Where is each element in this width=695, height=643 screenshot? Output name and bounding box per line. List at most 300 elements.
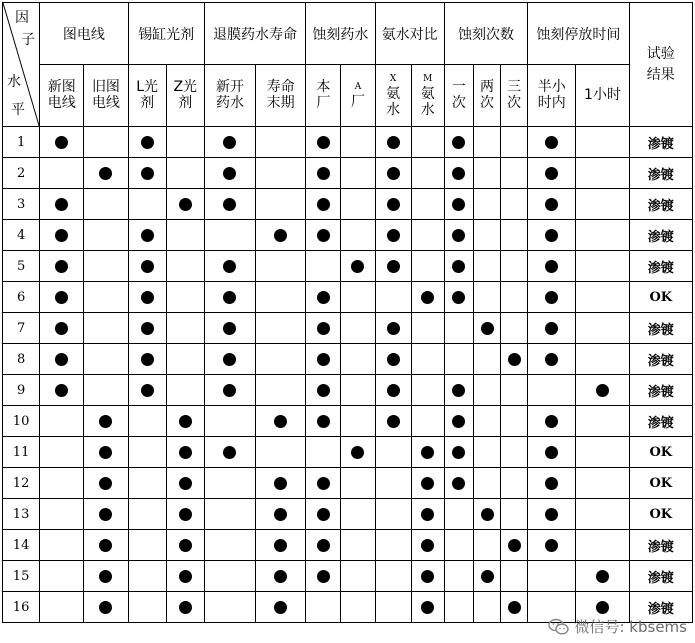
selected-dot-icon [99,415,112,428]
selected-dot-icon [421,446,434,459]
selected-dot-icon [545,508,558,521]
level-cell [128,251,166,282]
subheader-line: 剂 [140,94,155,111]
level-cell [40,344,84,375]
level-cell [204,251,255,282]
selected-dot-icon [317,136,330,149]
level-cell [84,561,128,592]
level-cell [166,468,204,499]
level-cell [528,499,576,530]
level-cell [306,375,341,406]
level-cell [375,220,411,251]
subheader-line: 寿命 [266,78,295,95]
level-cell [166,561,204,592]
result-cell: 渗镀 [629,561,692,592]
selected-dot-icon [545,353,558,366]
selected-dot-icon [452,291,465,304]
selected-dot-icon [387,260,400,273]
selected-dot-icon [55,353,68,366]
level-cell [128,406,166,437]
table-row [3,437,693,468]
level-cell [341,344,375,375]
selected-dot-icon [179,477,192,490]
selected-dot-icon [317,198,330,211]
level-cell [411,437,444,468]
level-cell [473,375,500,406]
subheader-line: 半小 [537,78,566,95]
level-cell [306,592,341,623]
level-cell [204,499,255,530]
selected-dot-icon [545,167,558,180]
subheader-line: 一 [451,78,466,95]
level-cell [256,375,306,406]
selected-dot-icon [141,260,154,273]
level-cell [84,158,128,189]
selected-dot-icon [387,322,400,335]
level-cell [528,313,576,344]
selected-dot-icon [223,446,236,459]
table-row [3,282,693,313]
level-cell [444,127,473,158]
level-cell [375,561,411,592]
selected-dot-icon [481,508,494,521]
level-cell [528,158,576,189]
level-cell [128,530,166,561]
level-cell [411,313,444,344]
level-cell [256,158,306,189]
level-cell [40,282,84,313]
subheader-7 [306,65,341,127]
level-cell [40,406,84,437]
level-cell [444,561,473,592]
group-header-5: 氨水对比 [375,3,444,65]
result-cell: 渗镀 [629,344,692,375]
selected-dot-icon [179,539,192,552]
subheader-line: 次 [480,94,495,111]
level-cell [444,251,473,282]
result-cell: 渗镀 [629,375,692,406]
selected-dot-icon [223,291,236,304]
level-cell [473,437,500,468]
subheader-11 [444,65,473,127]
level-cell [411,127,444,158]
level-cell [411,406,444,437]
level-cell [166,313,204,344]
level-cell [576,127,629,158]
selected-dot-icon [596,384,609,397]
level-cell [204,282,255,313]
result-cell: 渗镀 [629,313,692,344]
level-cell [256,530,306,561]
selected-dot-icon [223,353,236,366]
selected-dot-icon [545,291,558,304]
level-cell [576,437,629,468]
result-cell: 渗镀 [629,530,692,561]
level-cell [473,189,500,220]
level-cell [40,468,84,499]
result-cell: OK [629,499,692,530]
selected-dot-icon [99,539,112,552]
wechat-icon [548,618,570,636]
level-cell [576,406,629,437]
level-cell [128,158,166,189]
selected-dot-icon [274,508,287,521]
selected-dot-icon [545,539,558,552]
level-cell [576,468,629,499]
level-cell [411,344,444,375]
table-row [3,127,693,158]
level-cell [256,127,306,158]
subheader-line: 新图 [47,78,76,95]
level-cell [306,189,341,220]
row-number: 3 [3,189,40,220]
result-cell: 渗镀 [629,189,692,220]
level-cell [40,127,84,158]
selected-dot-icon [55,136,68,149]
selected-dot-icon [55,198,68,211]
level-cell [528,406,576,437]
level-cell [84,468,128,499]
selected-dot-icon [141,136,154,149]
selected-dot-icon [508,601,521,614]
level-cell [411,158,444,189]
level-cell [40,437,84,468]
selected-dot-icon [141,167,154,180]
level-cell [473,468,500,499]
level-cell [473,530,500,561]
selected-dot-icon [141,291,154,304]
level-cell [341,127,375,158]
selected-dot-icon [179,508,192,521]
result-cell: OK [629,282,692,313]
selected-dot-icon [317,353,330,366]
selected-dot-icon [274,601,287,614]
selected-dot-icon [223,260,236,273]
level-cell [501,251,528,282]
level-cell [84,437,128,468]
level-cell [306,499,341,530]
level-cell [501,561,528,592]
level-cell [501,437,528,468]
level-cell [576,220,629,251]
subheader-3 [128,65,166,127]
table-row [3,158,693,189]
subheader-line: Z光 [173,78,198,95]
selected-dot-icon [99,167,112,180]
row-number: 2 [3,158,40,189]
level-cell [444,189,473,220]
level-cell [166,375,204,406]
subheader-line: 水 [420,101,435,118]
selected-dot-icon [317,415,330,428]
level-cell [256,561,306,592]
level-cell [204,158,255,189]
selected-dot-icon [99,446,112,459]
level-cell [341,592,375,623]
level-cell [473,313,500,344]
level-cell [256,344,306,375]
group-header-6: 蚀刻次数 [444,3,527,65]
corner-cell [3,3,40,127]
level-cell [256,313,306,344]
row-number: 16 [3,592,40,623]
level-cell [84,220,128,251]
level-cell [375,158,411,189]
subheader-line: 时内 [537,94,566,111]
selected-dot-icon [452,167,465,180]
selected-dot-icon [596,601,609,614]
row-number: 5 [3,251,40,282]
level-cell [341,437,375,468]
subheader-line: X [389,73,397,84]
subheader-line: 药水 [215,94,244,111]
level-cell [84,282,128,313]
level-cell [128,189,166,220]
selected-dot-icon [99,508,112,521]
level-cell [166,220,204,251]
result-cell: 渗镀 [629,158,692,189]
row-number: 11 [3,437,40,468]
selected-dot-icon [99,570,112,583]
selected-dot-icon [317,570,330,583]
selected-dot-icon [387,384,400,397]
group-header-row [3,3,693,65]
level-cell [501,592,528,623]
row-number: 9 [3,375,40,406]
table-row [3,561,693,592]
level-cell [84,592,128,623]
level-cell [166,251,204,282]
corner-char-2: 子 [21,32,35,48]
selected-dot-icon [481,322,494,335]
level-cell [204,561,255,592]
selected-dot-icon [421,570,434,583]
row-number: 13 [3,499,40,530]
selected-dot-icon [141,229,154,242]
result-cell: OK [629,468,692,499]
level-cell [204,592,255,623]
subheader-line: 剂 [178,94,193,111]
level-cell [411,375,444,406]
level-cell [411,220,444,251]
selected-dot-icon [421,291,434,304]
level-cell [375,282,411,313]
level-cell [84,127,128,158]
level-cell [375,189,411,220]
selected-dot-icon [141,384,154,397]
level-cell [306,220,341,251]
level-cell [166,127,204,158]
level-cell [40,220,84,251]
subheader-line: M [423,73,433,84]
selected-dot-icon [508,353,521,366]
level-cell [411,561,444,592]
level-cell [84,344,128,375]
level-cell [128,437,166,468]
table-row [3,530,693,561]
subheader-line: 三 [507,78,522,95]
level-cell [256,468,306,499]
row-number: 6 [3,282,40,313]
subheader-line: 电线 [47,94,76,111]
selected-dot-icon [223,167,236,180]
selected-dot-icon [274,415,287,428]
level-cell [341,189,375,220]
selected-dot-icon [55,384,68,397]
level-cell [501,189,528,220]
selected-dot-icon [55,291,68,304]
level-cell [444,158,473,189]
level-cell [204,437,255,468]
subheader-10 [411,65,444,127]
level-cell [375,251,411,282]
level-cell [341,313,375,344]
selected-dot-icon [223,198,236,211]
level-cell [306,561,341,592]
level-cell [375,375,411,406]
level-cell [341,375,375,406]
selected-dot-icon [421,601,434,614]
level-cell [40,375,84,406]
subheader-line: 本 [316,78,331,95]
selected-dot-icon [387,415,400,428]
subheader-line: 末期 [266,94,295,111]
level-cell [256,406,306,437]
level-cell [341,468,375,499]
level-cell [40,499,84,530]
level-cell [444,344,473,375]
level-cell [306,468,341,499]
level-cell [473,158,500,189]
subheader-line: 水 [386,101,401,118]
selected-dot-icon [55,229,68,242]
subheader-line: 旧图 [91,78,120,95]
selected-dot-icon [223,322,236,335]
selected-dot-icon [55,260,68,273]
level-cell [306,158,341,189]
level-cell [128,127,166,158]
level-cell [306,530,341,561]
level-cell [204,406,255,437]
corner-char-4: 平 [11,102,25,118]
level-cell [128,468,166,499]
selected-dot-icon [317,539,330,552]
level-cell [375,499,411,530]
corner-char-1: 因 [15,10,29,26]
level-cell [576,561,629,592]
level-cell [204,189,255,220]
level-cell [576,313,629,344]
level-cell [256,220,306,251]
level-cell [128,313,166,344]
selected-dot-icon [274,539,287,552]
subheader-12 [473,65,500,127]
level-cell [40,251,84,282]
subheader-6 [256,65,306,127]
result-cell: 渗镀 [629,592,692,623]
level-cell [411,189,444,220]
row-number: 10 [3,406,40,437]
selected-dot-icon [351,260,364,273]
level-cell [40,530,84,561]
subheader-line: 氨 [420,85,435,102]
selected-dot-icon [179,415,192,428]
row-number: 15 [3,561,40,592]
level-cell [576,251,629,282]
selected-dot-icon [452,415,465,428]
level-cell [473,406,500,437]
selected-dot-icon [317,229,330,242]
level-cell [528,251,576,282]
row-number: 7 [3,313,40,344]
subheader-line: 1小时 [584,87,621,103]
selected-dot-icon [179,570,192,583]
corner-char-3: 水 [7,74,21,90]
selected-dot-icon [452,477,465,490]
level-cell [444,468,473,499]
subheader-5 [204,65,255,127]
subheader-line: A [354,81,362,92]
level-cell [204,127,255,158]
level-cell [528,437,576,468]
subheader-9 [375,65,411,127]
level-cell [84,251,128,282]
level-cell [204,220,255,251]
selected-dot-icon [596,570,609,583]
level-cell [306,344,341,375]
level-cell [528,282,576,313]
level-cell [473,499,500,530]
level-cell [576,530,629,561]
level-cell [411,468,444,499]
subheader-line: L光 [136,78,159,95]
level-cell [444,220,473,251]
level-cell [84,530,128,561]
level-cell [528,344,576,375]
level-cell [84,499,128,530]
selected-dot-icon [545,229,558,242]
selected-dot-icon [508,539,521,552]
watermark [548,616,687,637]
level-cell [128,344,166,375]
result-header [629,3,692,127]
selected-dot-icon [387,136,400,149]
level-cell [473,282,500,313]
level-cell [576,158,629,189]
level-cell [166,158,204,189]
result-cell: 渗镀 [629,406,692,437]
subheader-row [3,65,693,127]
level-cell [204,468,255,499]
selected-dot-icon [317,167,330,180]
level-cell [411,499,444,530]
subheader-line: 次 [507,94,522,111]
table-row [3,220,693,251]
row-number: 8 [3,344,40,375]
level-cell [204,375,255,406]
level-cell [306,251,341,282]
subheader-line: 氨 [386,85,401,102]
row-number: 12 [3,468,40,499]
level-cell [576,282,629,313]
level-cell [375,127,411,158]
level-cell [84,189,128,220]
table-row [3,375,693,406]
level-cell [166,530,204,561]
level-cell [501,406,528,437]
level-cell [375,437,411,468]
level-cell [84,375,128,406]
